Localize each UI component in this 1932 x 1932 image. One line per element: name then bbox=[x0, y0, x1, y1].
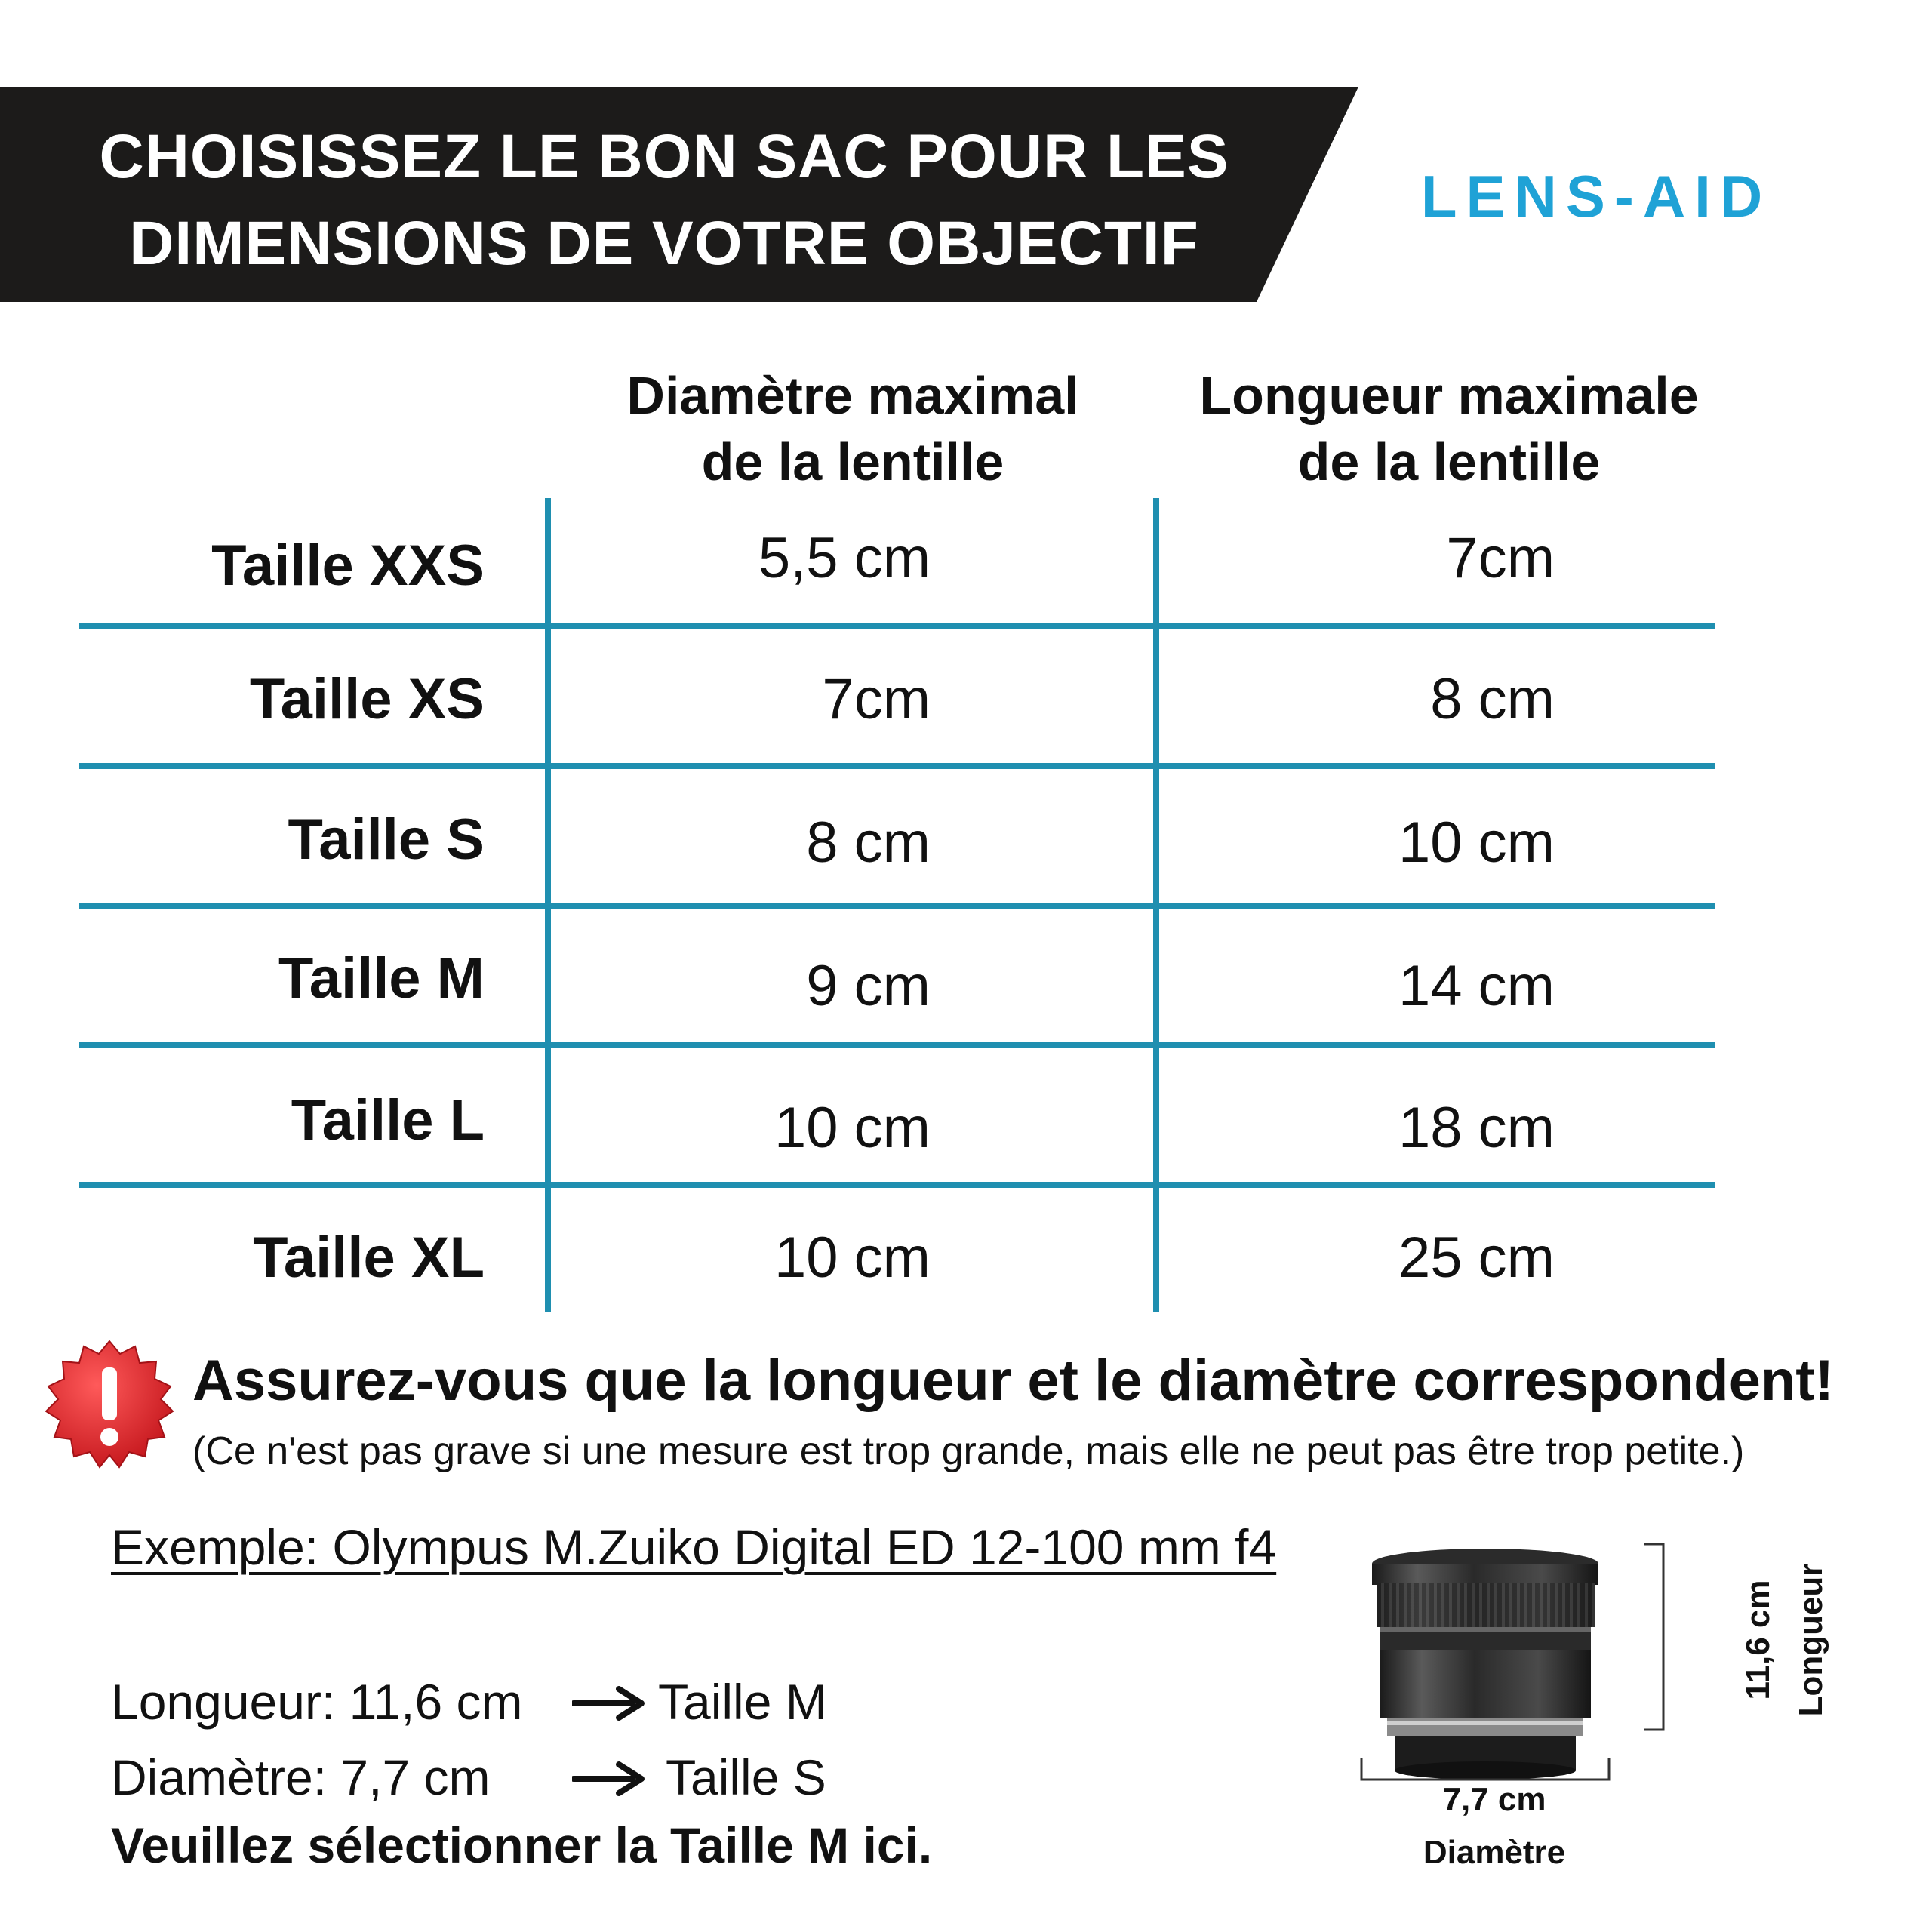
arrow-right-icon bbox=[572, 1684, 648, 1722]
table-divider-horizontal bbox=[79, 1182, 1715, 1188]
column-header-length bbox=[1147, 362, 1751, 495]
cell-length-l: 18 cm bbox=[1398, 1096, 1555, 1160]
lens-length-name: Longueur bbox=[1792, 1563, 1829, 1717]
page-title bbox=[45, 113, 1283, 287]
table-divider-horizontal bbox=[79, 903, 1715, 909]
lens-diameter-value: 7,7 cm bbox=[1442, 1781, 1546, 1818]
row-label-xl: Taille XL bbox=[253, 1226, 485, 1290]
cell-diameter-m: 9 cm bbox=[806, 954, 931, 1018]
column-header-diameter-line-1: Diamètre maximal bbox=[626, 366, 1079, 425]
table-divider-horizontal bbox=[79, 623, 1715, 629]
page-title-line-2: DIMENSIONS DE VOTRE OBJECTIF bbox=[129, 209, 1199, 278]
cell-diameter-l: 10 cm bbox=[774, 1096, 931, 1160]
row-label-xs: Taille XS bbox=[249, 667, 485, 731]
column-header-diameter-line-2: de la lentille bbox=[701, 432, 1004, 491]
cell-diameter-s: 8 cm bbox=[806, 811, 931, 875]
row-label-xxs: Taille XXS bbox=[211, 534, 485, 598]
arrow-right-icon bbox=[572, 1760, 648, 1798]
example-length-label: Longueur: 11,6 cm bbox=[111, 1674, 523, 1730]
cell-length-xl: 25 cm bbox=[1398, 1226, 1555, 1290]
warning-title: Assurez-vous que la longueur et le diamètre correspondent! bbox=[192, 1349, 1834, 1413]
cell-diameter-xxs: 5,5 cm bbox=[758, 526, 931, 590]
exclamation-badge-icon bbox=[42, 1337, 177, 1473]
cell-length-xxs: 7cm bbox=[1446, 526, 1555, 590]
example-title: Exemple: Olympus M.Zuiko Digital ED 12-100 mm f4 bbox=[111, 1519, 1277, 1575]
page-title-line-1: CHOISISSEZ LE BON SAC POUR LES bbox=[99, 122, 1229, 191]
column-header-length-line-2: de la lentille bbox=[1297, 432, 1601, 491]
column-header-diameter bbox=[551, 362, 1155, 495]
warning-note: (Ce n'est pas grave si une mesure est trop grande, mais elle ne peut pas être trop petite.) bbox=[192, 1429, 1745, 1473]
cell-diameter-xs: 7cm bbox=[822, 667, 931, 731]
brand-logo: LENS-AID bbox=[1420, 163, 1772, 229]
example-length-result: Taille M bbox=[658, 1674, 827, 1730]
table-divider-horizontal bbox=[79, 1042, 1715, 1048]
row-label-l: Taille L bbox=[291, 1088, 485, 1152]
example-conclusion: Veuillez sélectionner la Taille M ici. bbox=[111, 1817, 933, 1873]
row-label-s: Taille S bbox=[288, 808, 485, 872]
cell-length-s: 10 cm bbox=[1398, 811, 1555, 875]
table-divider-horizontal bbox=[79, 763, 1715, 769]
column-header-length-line-1: Longueur maximale bbox=[1199, 366, 1699, 425]
row-label-m: Taille M bbox=[278, 946, 485, 1011]
example-diameter-label: Diamètre: 7,7 cm bbox=[111, 1749, 491, 1805]
lens-length-value: 11,6 cm bbox=[1740, 1580, 1777, 1700]
cell-diameter-xl: 10 cm bbox=[774, 1226, 931, 1290]
cell-length-m: 14 cm bbox=[1398, 954, 1555, 1018]
cell-length-xs: 8 cm bbox=[1430, 667, 1555, 731]
lens-diameter-name: Diamètre bbox=[1423, 1834, 1566, 1871]
example-diameter-result: Taille S bbox=[666, 1749, 826, 1805]
